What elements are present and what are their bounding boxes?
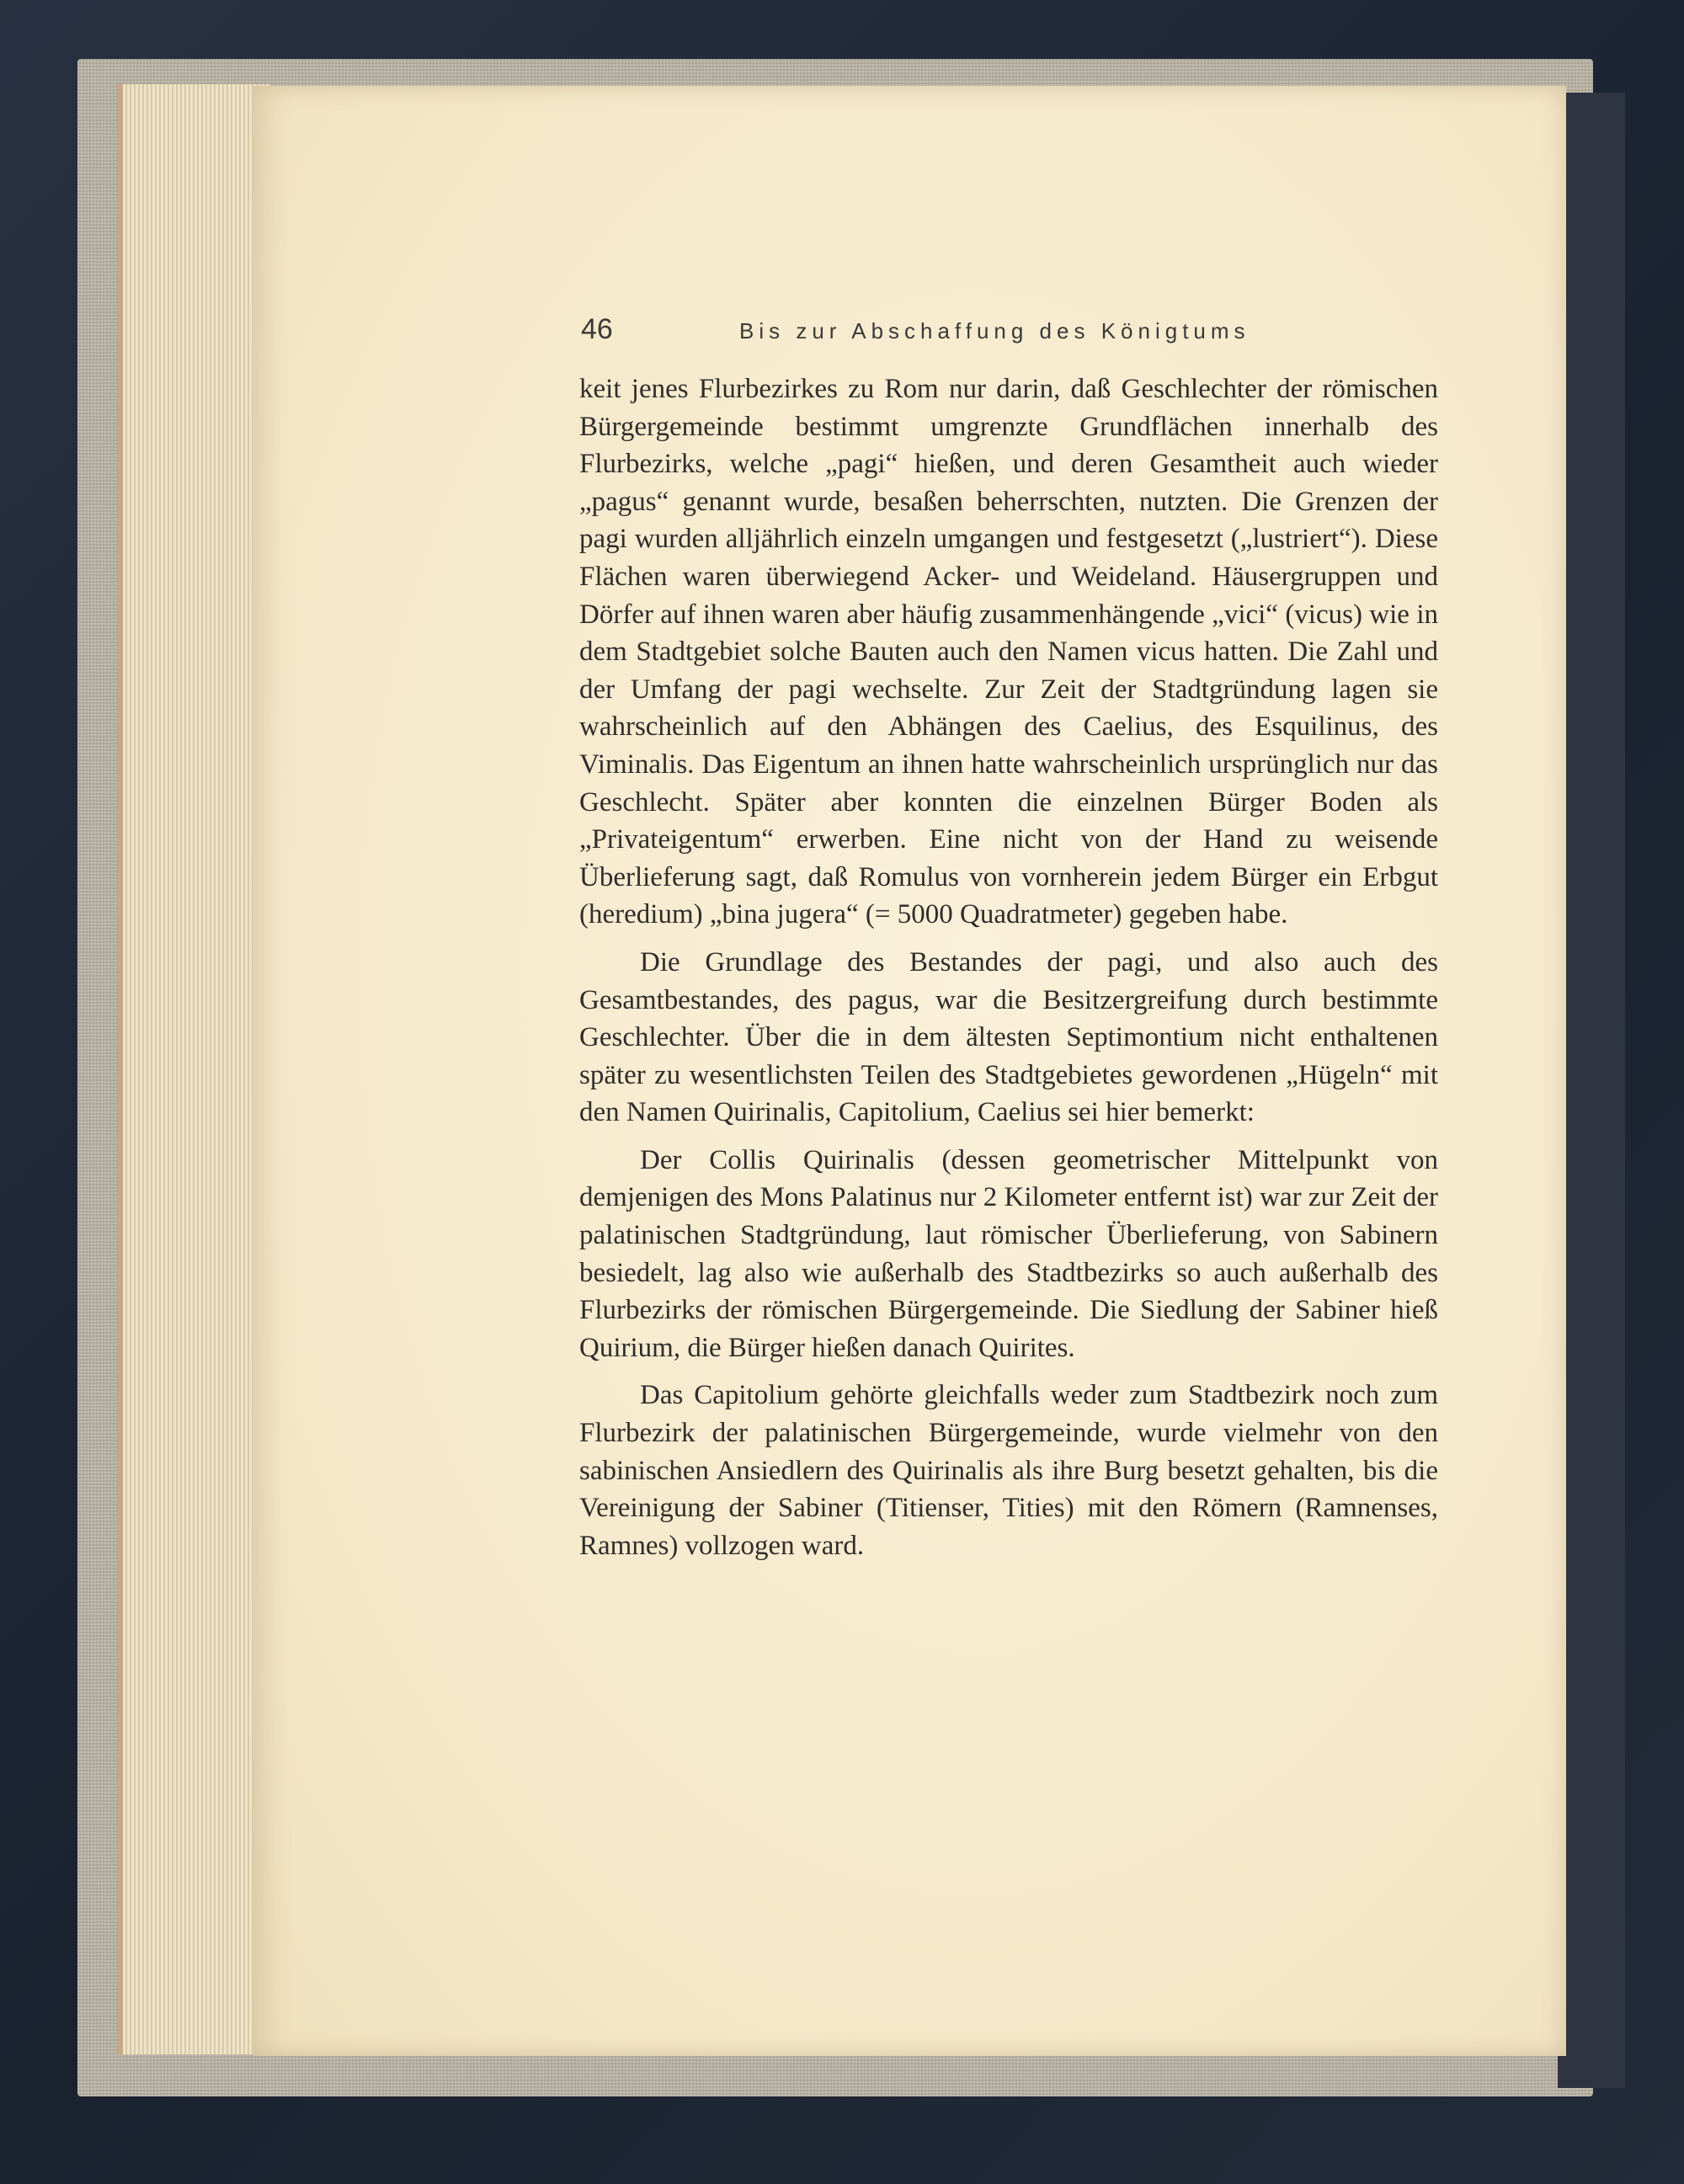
body-text (579, 370, 1438, 1564)
book-board-edge (1558, 93, 1625, 2088)
paragraph: keit jenes Flurbezirkes zu Rom nur darin, daß Geschlechter der römischen Bürgergemeinde bestimmt umgrenzte Grundflächen innerhalb des Flurbezirks, welche „pagi“ hießen, und deren Gesamtheit auch wieder „pagus“ genannt wurde, besaßen beherrschten, nutzten. Die Grenzen der pagi wurden alljährlich einzeln umgangen und festgesetzt („lustriert“). Diese Flächen waren überwiegend Acker- und Weideland. Häusergruppen und Dörfer auf ihnen waren aber häufig zusammenhängende „vici“ (vicus) wie in dem Stadtgebiet solche Bauten auch den Namen vicus hatten. Die Zahl und der Umfang der pagi wechselte. Zur Zeit der Stadtgründung lagen sie wahrscheinlich auf den Abhängen des Caelius, des Esquilinus, des Viminalis. Das Eigentum an ihnen hatte wahrscheinlich ursprünglich nur das Geschlecht. Später aber konnten die einzelnen Bürger Boden als „Privateigentum“ erwerben. Eine nicht von der Hand zu weisende Überlieferung sagt, daß Romulus von vornherein jedem Bürger ein Erbgut (heredium) „bina jugera“ (= 5000 Quadratmeter) gegeben habe. (579, 374, 1438, 930)
paragraph: Der Collis Quirinalis (dessen geometrischer Mittelpunkt von demjenigen des Mons Palatinus nur 2 Kilometer entfernt ist) war zur Zeit der palatinischen Stadtgründung, laut römischer Überlieferung, von Sabinern besiedelt, lag also wie außerhalb des Stadtbezirks so auch außerhalb des Flurbezirks der römischen Bürgergemeinde. Die Siedlung der Sabiner hieß Quirium, die Bürger hießen danach Quirites. (579, 1144, 1438, 1363)
page-number: 46 (581, 313, 613, 345)
paragraph: Die Grundlage des Bestandes der pagi, und also auch des Gesamtbestandes, des pagus, war die Besitzergreifung durch bestimmte Geschlechter. Über die in dem ältesten Septimontium nicht enthaltenen später zu wesentlichsten Teilen des Stadtgebietes gewordenen „Hügeln“ mit den Namen Quirinalis, Capitolium, Caelius sei hier bemerkt: (579, 946, 1438, 1128)
page-edges (118, 84, 270, 2054)
running-title: Bis zur Abschaffung des Königtums (739, 318, 1250, 344)
page-header (581, 313, 1280, 355)
paragraph: Das Capitolium gehörte gleichfalls weder zum Stadtbezirk noch zum Flurbezirk der palatinischen Bürgergemeinde, wurde vielmehr von den sabinischen Ansiedlern des Quirinalis als ihre Burg besetzt gehalten, bis die Vereinigung der Sabiner (Titienser, Tities) mit den Römern (Ramnenses, Ramnes) vollzogen ward. (579, 1380, 1438, 1561)
